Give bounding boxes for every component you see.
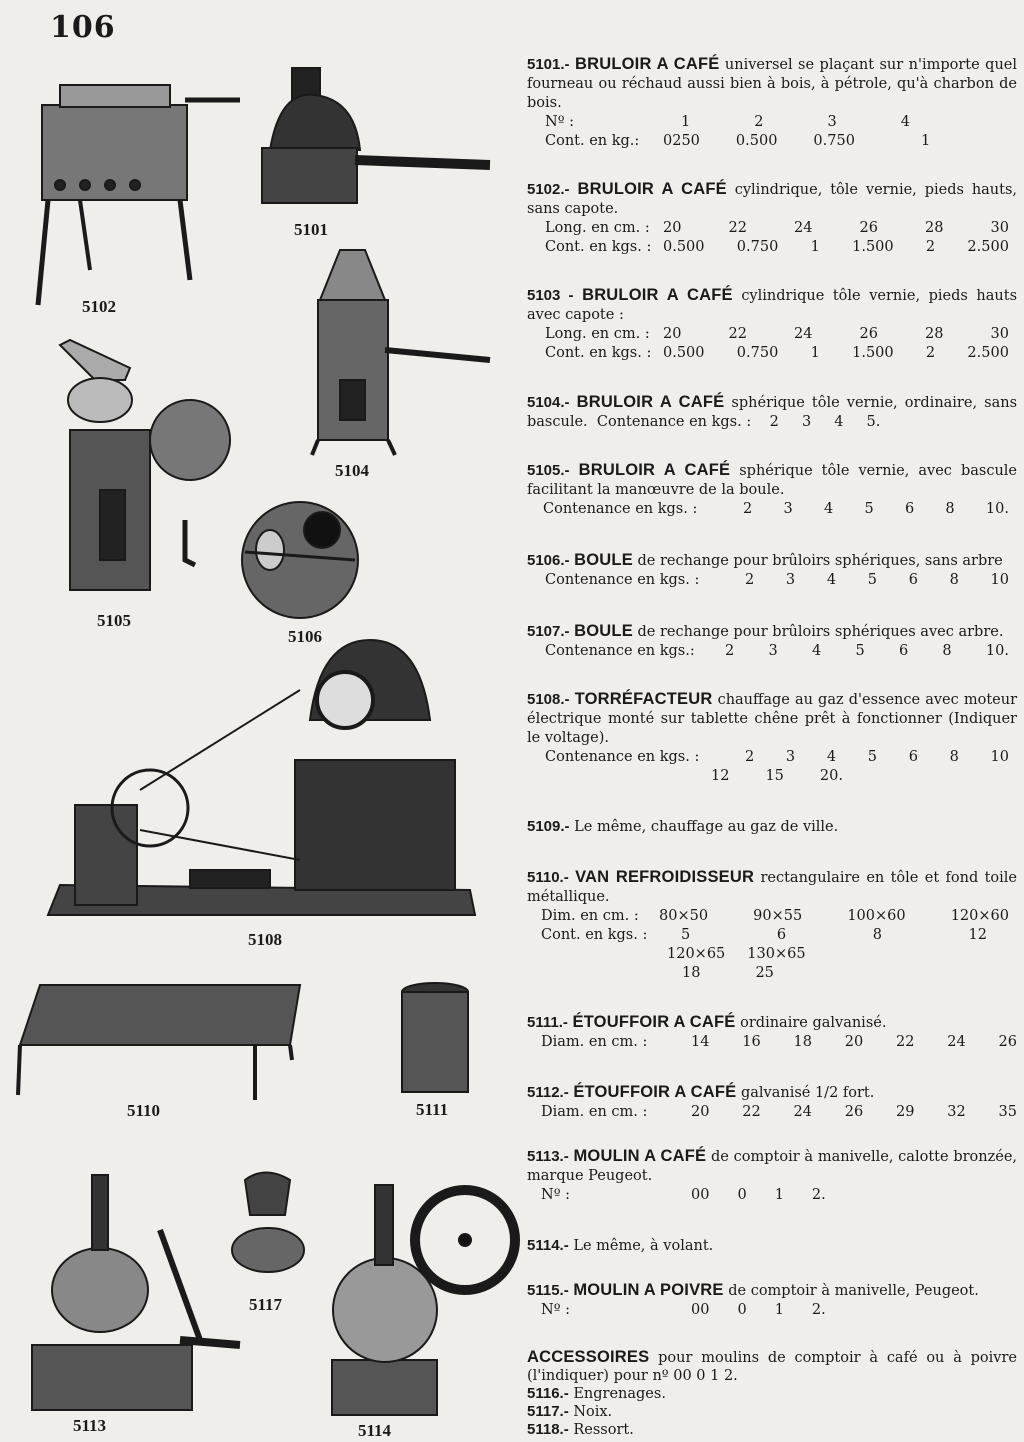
figure-label-5117: 5117 bbox=[249, 1295, 283, 1314]
catalog-text: 5116.- bbox=[527, 1385, 569, 1402]
catalog-text: 26 bbox=[844, 1104, 864, 1120]
catalog-text: VAN REFROIDISSEUR bbox=[575, 868, 755, 886]
figure-label-5106: 5106 bbox=[288, 627, 322, 646]
catalog-text: 3 bbox=[768, 643, 778, 659]
catalog-text: Contenance en kgs.: bbox=[545, 643, 695, 659]
etouffoir-5111-illustration bbox=[402, 983, 468, 1092]
entry-5109 bbox=[527, 817, 1017, 837]
catalog-text: chauffage au gaz d'essence avec moteur électrique monté sur tablette chêne prêt à fonctionner (Indiquer le voltage). bbox=[527, 692, 1018, 746]
catalog-text: 5103 - bbox=[527, 287, 574, 304]
catalog-text: 3 bbox=[801, 414, 812, 430]
catalog-text: 22 bbox=[742, 1104, 761, 1120]
catalog-text: 29 bbox=[896, 1104, 915, 1120]
entry-5103 bbox=[527, 286, 1017, 363]
catalog-text: 5 bbox=[681, 927, 691, 943]
catalog-text: universel se plaçant sur n'importe quel fourneau ou réchaud aussi bien à bois, à pétrole, qu'à charbon de bois. bbox=[527, 57, 1018, 111]
catalog-text: Diam. en cm. : bbox=[541, 1104, 648, 1120]
catalog-text: 0.750 bbox=[736, 345, 779, 361]
entry-5113 bbox=[527, 1147, 1017, 1205]
accessory-item bbox=[527, 1421, 1017, 1439]
catalog-text: 2 bbox=[745, 749, 755, 765]
catalog-text: de comptoir à manivelle, Peugeot. bbox=[728, 1283, 979, 1299]
catalog-text: 5115.- bbox=[527, 1282, 569, 1299]
roaster-5102-illustration bbox=[38, 85, 240, 305]
catalog-text: 5118.- bbox=[527, 1421, 569, 1438]
catalog-text: 0250 bbox=[663, 133, 700, 149]
catalog-text: 2 bbox=[745, 572, 755, 588]
catalog-text: 22 bbox=[896, 1034, 915, 1050]
catalog-text: 10 bbox=[990, 749, 1009, 765]
catalog-text: 8 bbox=[872, 927, 882, 943]
catalog-text: Nº : bbox=[541, 1187, 570, 1203]
catalog-text: 28 bbox=[925, 326, 944, 342]
catalog-text: 8 bbox=[949, 572, 959, 588]
catalog-text: 24 bbox=[794, 220, 813, 236]
catalog-text: 22 bbox=[728, 326, 747, 342]
catalog-text: 5117.- bbox=[527, 1403, 569, 1420]
catalog-text: 5105.- bbox=[527, 462, 570, 479]
page-number: 106 bbox=[50, 10, 116, 45]
catalog-text: 24 bbox=[793, 1104, 812, 1120]
catalog-text: 18 bbox=[793, 1034, 812, 1050]
figure-label-5108: 5108 bbox=[248, 930, 282, 949]
noix-5117-illustration bbox=[232, 1173, 304, 1273]
figure-label-5113: 5113 bbox=[73, 1416, 107, 1435]
catalog-text: 2. bbox=[811, 1187, 826, 1203]
catalog-text: 20 bbox=[663, 220, 682, 236]
catalog-text: 00 bbox=[691, 1302, 710, 1318]
catalog-text: 5101.- bbox=[527, 56, 570, 73]
catalog-text: 10. bbox=[985, 501, 1009, 517]
catalog-text: ÉTOUFFOIR A CAFÉ bbox=[573, 1083, 737, 1101]
catalog-text: 3 bbox=[785, 749, 796, 765]
figure-label-5101: 5101 bbox=[294, 220, 328, 239]
catalog-text: 2 bbox=[754, 114, 764, 130]
entry-5101 bbox=[527, 55, 1017, 151]
catalog-text: 25 bbox=[755, 965, 774, 981]
catalog-text: 32 bbox=[947, 1104, 966, 1120]
catalog-text: Noix. bbox=[573, 1404, 613, 1420]
catalog-text: 90×55 bbox=[753, 908, 803, 924]
catalog-text: 80×50 bbox=[659, 908, 709, 924]
catalog-text: 2 bbox=[925, 345, 936, 361]
catalog-text: 2 bbox=[769, 414, 779, 430]
catalog-text: 0.500 bbox=[663, 345, 705, 361]
catalog-text: 120×60 bbox=[950, 908, 1009, 924]
catalog-text: 3 bbox=[827, 114, 837, 130]
entry-5104 bbox=[527, 393, 1017, 432]
catalog-text: 6 bbox=[776, 927, 787, 943]
figure-label-5105: 5105 bbox=[97, 611, 131, 630]
catalog-text: 15 bbox=[765, 768, 784, 784]
catalog-text: Le même, chauffage au gaz de ville. bbox=[574, 819, 839, 835]
catalog-text: 12 bbox=[968, 927, 987, 943]
catalog-text: 1 bbox=[774, 1187, 784, 1203]
catalog-text: 8 bbox=[945, 501, 955, 517]
catalog-text: Ressort. bbox=[573, 1422, 634, 1438]
roaster-5105-illustration bbox=[60, 340, 230, 590]
catalog-text: de rechange pour brûloirs sphériques avec arbre. bbox=[637, 624, 1004, 640]
catalog-text: 5111.- bbox=[527, 1014, 568, 1031]
catalog-text: 14 bbox=[691, 1034, 710, 1050]
catalog-text: 35 bbox=[998, 1104, 1017, 1120]
catalog-text: 4 bbox=[826, 749, 837, 765]
catalog-text: de rechange pour brûloirs sphériques, sans arbre bbox=[637, 553, 1003, 569]
mill-5113-illustration bbox=[32, 1175, 240, 1410]
catalog-text: cylindrique, tôle vernie, pieds hauts, sans capote. bbox=[527, 182, 1018, 217]
catalog-text: Dim. en cm. : bbox=[541, 908, 639, 924]
catalog-text: 5 bbox=[867, 749, 877, 765]
catalog-text: 6 bbox=[908, 749, 918, 765]
catalog-text: 24 bbox=[947, 1034, 966, 1050]
catalog-text: 5112.- bbox=[527, 1084, 569, 1101]
catalog-text: sphérique tôle vernie, avec bascule facilitant la manœuvre de la boule. bbox=[527, 463, 1018, 498]
catalog-text: ACCESSOIRES bbox=[527, 1348, 650, 1366]
catalog-text: Contenance en kgs. : bbox=[545, 572, 700, 588]
entry-5114 bbox=[527, 1236, 1017, 1256]
catalog-text: rectangulaire en tôle et fond toile métallique. bbox=[527, 870, 1017, 905]
catalog-text: Contenance en kgs. : bbox=[596, 414, 752, 430]
figure-label-5104: 5104 bbox=[335, 461, 369, 480]
catalog-text: Contenance en kgs. : bbox=[543, 501, 698, 517]
catalog-text: BOULE bbox=[574, 551, 633, 569]
catalog-text: Engrenages. bbox=[573, 1386, 666, 1402]
catalog-text: TORRÉFACTEUR bbox=[574, 690, 713, 708]
catalog-text: 18 bbox=[682, 965, 701, 981]
catalog-text: Diam. en cm. : bbox=[541, 1034, 648, 1050]
catalog-text: Le même, à volant. bbox=[573, 1238, 714, 1254]
catalog-text: 20 bbox=[844, 1034, 864, 1050]
catalog-text: 2. bbox=[811, 1302, 826, 1318]
entry-5107 bbox=[527, 622, 1017, 661]
accessory-item bbox=[527, 1403, 1017, 1421]
catalog-text: 4 bbox=[811, 643, 822, 659]
catalog-text: 5 bbox=[867, 572, 877, 588]
catalog-text: Cont. en kgs. : bbox=[545, 345, 652, 361]
catalog-text: 0.500 bbox=[663, 239, 705, 255]
catalog-text: 100×60 bbox=[847, 908, 906, 924]
ball-5106-illustration bbox=[242, 502, 358, 618]
catalog-text: 12 bbox=[711, 768, 730, 784]
catalog-text: Nº : bbox=[545, 114, 574, 130]
catalog-text: 4 bbox=[823, 501, 834, 517]
catalog-text: 1 bbox=[810, 239, 820, 255]
catalog-text: 5109.- bbox=[527, 818, 570, 835]
catalog-text: 5102.- bbox=[527, 181, 570, 198]
catalog-text: 26 bbox=[859, 220, 878, 236]
catalog-text: 26 bbox=[859, 326, 878, 342]
catalog-text: 0 bbox=[737, 1302, 747, 1318]
catalog-text: 5106.- bbox=[527, 552, 570, 569]
catalog-text: 1 bbox=[774, 1302, 784, 1318]
catalog-text: pour moulins de comptoir à café ou à poivre (l'indiquer) pour nº 00 0 1 2. bbox=[527, 1350, 1018, 1384]
catalog-text: 5 bbox=[855, 643, 865, 659]
catalog-text: de comptoir à manivelle, calotte bronzée, marque Peugeot. bbox=[527, 1149, 1018, 1184]
catalog-text: 20 bbox=[663, 326, 682, 342]
catalog-text: 0.750 bbox=[736, 239, 779, 255]
catalog-text: cylindrique tôle vernie, pieds hauts avec capote : bbox=[527, 288, 1018, 323]
catalog-text: sphérique tôle vernie, ordinaire, sans bascule. bbox=[527, 395, 1018, 430]
catalog-text: BRULOIR A CAFÉ bbox=[576, 393, 725, 411]
catalog-text: Cont. en kgs. : bbox=[545, 239, 652, 255]
catalog-text: BOULE bbox=[574, 622, 633, 640]
catalog-text: 3 bbox=[785, 572, 796, 588]
catalog-text: 8 bbox=[942, 643, 952, 659]
catalog-text: BRULOIR A CAFÉ bbox=[582, 286, 733, 304]
catalog-text: 5. bbox=[866, 414, 881, 430]
catalog-text: BRULOIR A CAFÉ bbox=[575, 55, 720, 73]
catalog-text: ÉTOUFFOIR A CAFÉ bbox=[572, 1013, 736, 1031]
catalog-text: 0.750 bbox=[813, 133, 855, 149]
catalog-text: ordinaire galvanisé. bbox=[740, 1015, 887, 1031]
catalog-text: 30 bbox=[990, 220, 1009, 236]
catalog-text: 5104.- bbox=[527, 394, 570, 411]
catalog-text: 00 bbox=[691, 1187, 710, 1203]
catalog-text: Contenance en kgs. : bbox=[545, 749, 700, 765]
catalog-text: 1.500 bbox=[852, 345, 894, 361]
entry-5102 bbox=[527, 180, 1017, 257]
catalog-text: MOULIN A POIVRE bbox=[573, 1281, 724, 1299]
catalog-text: 2 bbox=[725, 643, 735, 659]
entry-5105 bbox=[527, 461, 1017, 519]
catalog-text: 10. bbox=[985, 643, 1009, 659]
catalog-text: BRULOIR A CAFÉ bbox=[577, 180, 727, 198]
catalog-text: 2.500 bbox=[967, 239, 1009, 255]
catalog-text: 1.500 bbox=[852, 239, 894, 255]
catalog-text: BRULOIR A CAFÉ bbox=[578, 461, 731, 479]
entry-5106 bbox=[527, 551, 1017, 590]
catalog-text: 6 bbox=[898, 643, 909, 659]
catalog-text: 4 bbox=[826, 572, 837, 588]
figure-label-5110: 5110 bbox=[127, 1101, 161, 1120]
catalog-text: 1 bbox=[810, 345, 820, 361]
catalog-text: 5110.- bbox=[527, 869, 569, 886]
catalog-text: 8 bbox=[949, 749, 959, 765]
catalog-text: 2 bbox=[743, 501, 753, 517]
catalog-text: 5113.- bbox=[527, 1148, 569, 1165]
catalog-text: 6 bbox=[904, 501, 915, 517]
catalog-text: 4 bbox=[834, 414, 844, 430]
catalog-text: 28 bbox=[925, 220, 944, 236]
roaster-5101-illustration bbox=[262, 68, 490, 203]
catalog-text: Long. en cm. : bbox=[545, 220, 650, 236]
catalog-text: 16 bbox=[742, 1034, 761, 1050]
catalog-text: 2 bbox=[925, 239, 936, 255]
catalog-text: 20. bbox=[819, 768, 843, 784]
catalog-text: 1 bbox=[681, 114, 691, 130]
tray-5110-illustration bbox=[18, 985, 300, 1100]
catalog-text: 6 bbox=[908, 572, 918, 588]
entry-5108 bbox=[527, 690, 1017, 786]
catalog-text: 120×65 bbox=[667, 946, 726, 962]
catalog-text: 0.500 bbox=[735, 133, 778, 149]
catalog-text: Long. en cm. : bbox=[545, 326, 650, 342]
entry-5110 bbox=[527, 868, 1017, 983]
entry-5111 bbox=[527, 1013, 1017, 1052]
catalog-text: 5107.- bbox=[527, 623, 570, 640]
roaster-5104-illustration bbox=[312, 250, 490, 455]
catalog-text: Nº : bbox=[541, 1302, 570, 1318]
catalog-text: galvanisé 1/2 fort. bbox=[740, 1085, 875, 1101]
figure-label-5102: 5102 bbox=[82, 297, 116, 316]
catalog-text: 5108.- bbox=[527, 691, 570, 708]
catalog-text: 26 bbox=[998, 1034, 1017, 1050]
catalog-text: 5 bbox=[864, 501, 874, 517]
catalog-text: 30 bbox=[990, 326, 1009, 342]
catalog-text: Cont. en kg.: bbox=[545, 133, 640, 149]
entry-5112 bbox=[527, 1083, 1017, 1122]
figure-label-5111: 5111 bbox=[416, 1100, 449, 1119]
catalog-text: 4 bbox=[900, 114, 910, 130]
entry-accessoires bbox=[527, 1348, 1017, 1439]
entry-5115 bbox=[527, 1281, 1017, 1320]
catalog-text: 3 bbox=[783, 501, 793, 517]
catalog-text: MOULIN A CAFÉ bbox=[573, 1147, 707, 1165]
figure-label-5114: 5114 bbox=[358, 1421, 392, 1440]
catalog-text: 10 bbox=[990, 572, 1009, 588]
catalog-text: 0 bbox=[737, 1187, 747, 1203]
catalog-text: 20 bbox=[691, 1104, 710, 1120]
catalog-text: 1 bbox=[920, 133, 931, 149]
mill-5114-illustration bbox=[332, 1185, 515, 1415]
accessory-item bbox=[527, 1385, 1017, 1403]
torrefacteur-5108-illustration bbox=[48, 640, 475, 915]
catalog-text: Cont. en kgs. : bbox=[541, 927, 648, 943]
catalog-text: 5114.- bbox=[527, 1237, 569, 1254]
catalog-text: 24 bbox=[794, 326, 813, 342]
catalog-text: 130×65 bbox=[747, 946, 806, 962]
catalog-text: 22 bbox=[728, 220, 747, 236]
catalog-text: 2.500 bbox=[967, 345, 1009, 361]
